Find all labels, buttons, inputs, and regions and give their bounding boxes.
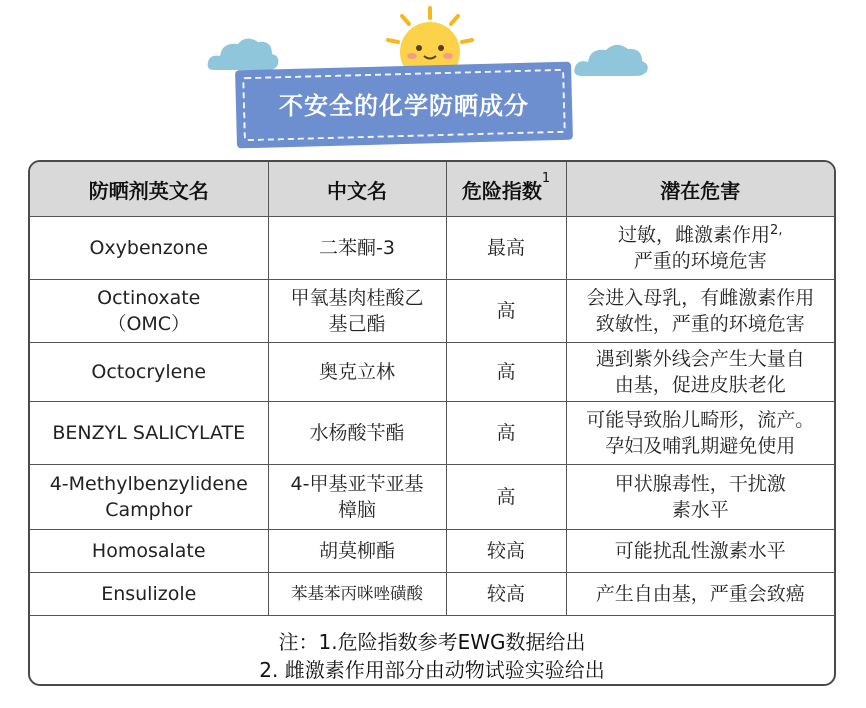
cell-text: 严重的环境危害 xyxy=(633,250,767,272)
cell-text: Ensulizole xyxy=(101,583,197,605)
footnote-2: 2. 雌激素作用部分由动物试验实验给出 xyxy=(259,658,605,682)
cell-chinese xyxy=(268,465,446,530)
cell-harm xyxy=(566,530,834,573)
cell-text: 产生自由基，严重会致癌 xyxy=(595,583,805,605)
cell-text-part: 过敏，雌激素作用 xyxy=(618,224,771,246)
cell-chinese xyxy=(268,402,446,465)
cell-text: 遇到紫外线会产生大量自 xyxy=(595,348,805,370)
cell-english xyxy=(30,530,268,573)
cell-text: Octinoxate xyxy=(97,287,201,309)
cell-text: 甲状腺毒性，干扰激 xyxy=(614,473,786,495)
cell-text: 较高 xyxy=(486,540,525,562)
cell-english xyxy=(30,465,268,530)
header-label: 防晒剂英文名 xyxy=(88,178,209,203)
cell-text: 最高 xyxy=(486,237,525,259)
cell-harm xyxy=(566,280,834,343)
cell-text: 素水平 xyxy=(671,499,729,521)
cell-text: 4-甲基亚苄亚基 xyxy=(290,473,424,495)
cell-text xyxy=(571,222,831,248)
cell-risk xyxy=(446,280,566,343)
cell-risk xyxy=(446,217,566,280)
cell-risk xyxy=(446,573,566,616)
cell-text: 由基，促进皮肤老化 xyxy=(614,374,786,396)
table-header-row xyxy=(30,162,834,217)
cloud-left-icon xyxy=(206,34,280,74)
cell-english xyxy=(30,343,268,402)
cell-text: 高 xyxy=(496,486,516,508)
cell-text: Oxybenzone xyxy=(89,237,209,259)
cell-text: Octocrylene xyxy=(91,361,207,383)
cell-risk xyxy=(446,465,566,530)
header-potential-harm xyxy=(566,162,834,217)
cell-english xyxy=(30,573,268,616)
header-label: 中文名 xyxy=(327,178,387,203)
footnote-1: 注：1.危险指数参考EWG数据给出 xyxy=(278,630,586,654)
cell-text: 孕妇及哺乳期避免使用 xyxy=(605,435,796,457)
cell-chinese xyxy=(268,280,446,343)
footnote-mark: 1 xyxy=(541,170,551,186)
cell-english xyxy=(30,402,268,465)
cell-harm xyxy=(566,343,834,402)
header-english-name xyxy=(30,162,268,217)
cell-text: 可能导致胎儿畸形，流产。 xyxy=(586,409,815,431)
table-row xyxy=(30,343,834,402)
ingredients-table-card xyxy=(28,160,836,686)
cloud-right-icon xyxy=(572,40,650,80)
footnote-mark: 2, xyxy=(770,223,783,238)
table-row xyxy=(30,530,834,573)
cell-text: 苯基苯丙咪唑磺酸 xyxy=(291,584,423,603)
cell-chinese xyxy=(268,343,446,402)
cell-chinese xyxy=(268,573,446,616)
cell-text: （OMC） xyxy=(107,313,191,335)
cell-risk xyxy=(446,402,566,465)
cell-text: 奥克立林 xyxy=(318,361,395,383)
cell-harm xyxy=(566,402,834,465)
ingredients-table xyxy=(30,162,834,616)
cell-text: 高 xyxy=(496,300,516,322)
cell-english xyxy=(30,217,268,280)
cell-text: Homosalate xyxy=(91,540,206,562)
cell-text: 水杨酸苄酯 xyxy=(309,422,405,444)
header-label: 危险指数 xyxy=(461,178,542,203)
table-row xyxy=(30,280,834,343)
footnotes xyxy=(30,616,834,684)
header-risk-index xyxy=(446,162,566,217)
table-row xyxy=(30,573,834,616)
cell-harm xyxy=(566,465,834,530)
header-label: 潜在危害 xyxy=(660,178,741,203)
cell-risk xyxy=(446,530,566,573)
cell-text: 会进入母乳，有雌激素作用 xyxy=(586,287,815,309)
header-chinese-name xyxy=(268,162,446,217)
cell-harm xyxy=(566,217,834,280)
cell-chinese xyxy=(268,217,446,280)
cell-text: 可能扰乱性激素水平 xyxy=(614,540,786,562)
cell-text: 4-Methylbenzylidene xyxy=(49,473,248,495)
cell-text: BENZYL SALICYLATE xyxy=(52,422,246,444)
table-row xyxy=(30,402,834,465)
cell-english xyxy=(30,280,268,343)
cell-text: Camphor xyxy=(105,499,193,521)
cell-text: 基己酯 xyxy=(328,313,386,335)
cell-risk xyxy=(446,343,566,402)
cell-text: 樟脑 xyxy=(337,499,376,521)
table-row xyxy=(30,217,834,280)
table-row xyxy=(30,465,834,530)
cell-harm xyxy=(566,573,834,616)
cell-text: 高 xyxy=(496,361,516,383)
cell-text: 胡莫柳酯 xyxy=(318,540,395,562)
cell-text: 较高 xyxy=(486,583,525,605)
cell-text: 致敏性，严重的环境危害 xyxy=(595,313,805,335)
cell-text: 甲氧基肉桂酸乙 xyxy=(290,287,424,309)
cell-chinese xyxy=(268,530,446,573)
page-title: 不安全的化学防晒成分 xyxy=(279,92,529,120)
cell-text: 二苯酮-3 xyxy=(319,237,395,259)
cell-text: 高 xyxy=(496,422,516,444)
